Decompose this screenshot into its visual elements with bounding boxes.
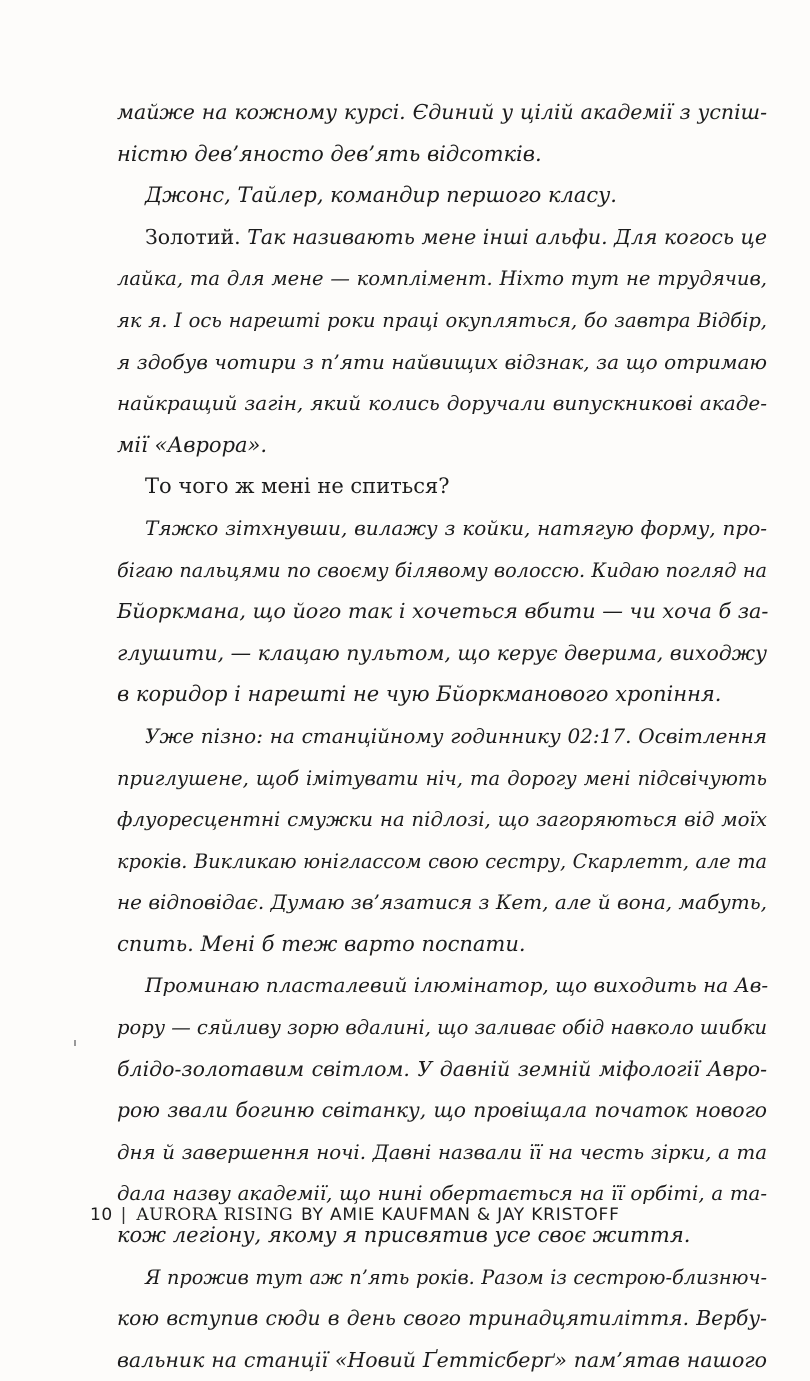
text-line — [117, 134, 767, 176]
page-footer — [90, 1199, 770, 1231]
text-line — [117, 674, 767, 716]
text-line — [117, 1257, 767, 1299]
text-line — [117, 1049, 767, 1091]
italic-text: ністю дев’яносто дев’ять відсотків. — [117, 141, 542, 166]
italic-text: бігаю пальцями по своєму білявому волоссю. Кидаю погляд на — [117, 558, 767, 582]
italic-text: кож легіону, якому я присвятив усе своє життя. — [117, 1223, 691, 1248]
margin-speck — [74, 1040, 76, 1046]
italic-text: кроків. Викликаю юніглассом свою сестру, Скарлетт, але та — [117, 849, 767, 873]
text-line — [117, 1090, 767, 1132]
italic-text: Проминаю пласталевий ілюмінатор, що виходить на Ав- — [145, 973, 769, 998]
text-line — [117, 300, 767, 342]
text-line — [117, 924, 767, 966]
italic-text: дала назву академії, що нині обертається на її орбіті, а та- — [117, 1182, 767, 1206]
book-authors: BY AMIE KAUFMAN & JAY KRISTOFF — [301, 1205, 620, 1225]
italic-text: я здобув чотири з п’яти найвищих відзнак, за що отримаю — [117, 349, 767, 374]
text-line — [117, 1007, 767, 1049]
italic-text: вальник на станції «Новий Ґеттісберґ» пам’ятав нашого — [117, 1347, 767, 1372]
text-line — [117, 882, 767, 924]
series-title: AURORA RISING — [136, 1205, 294, 1225]
text-line — [117, 716, 767, 758]
text-line — [117, 508, 767, 550]
italic-text: рору — сяйливу зорю вдалині, що заливає обід навколо шибки — [117, 1016, 768, 1040]
italic-text: Так називають мене інші альфи. Для когось це — [240, 224, 767, 249]
italic-text: не відповідає. Думаю зв’язатися з Кет, але й вона, мабуть, — [117, 890, 767, 915]
text-line — [117, 92, 767, 134]
italic-text: мії «Аврора». — [117, 432, 268, 457]
text-line — [117, 383, 767, 425]
text-line — [117, 758, 767, 800]
italic-text: Уже пізно: на станційному годиннику 02:17. Освітлення — [145, 723, 767, 748]
text-line — [117, 1132, 767, 1174]
italic-text: спить. Мені б теж варто поспати. — [117, 931, 526, 956]
body-text — [117, 92, 767, 1381]
italic-text: в коридор і нарешті не чую Бйоркманового хропіння. — [117, 682, 722, 707]
text-line — [117, 217, 767, 259]
italic-text: Джонс, Тайлер, командир першого класу. — [145, 183, 617, 208]
upright-text: Золотий. — [145, 224, 241, 249]
text-line — [117, 633, 767, 675]
italic-text: приглушене, щоб імітувати ніч, та дорогу мені підсвічують — [117, 766, 767, 790]
text-line — [117, 466, 767, 508]
text-line — [117, 175, 767, 217]
text-line — [117, 1298, 767, 1340]
italic-text: як я. І ось нарешті роки праці окупляться, бо завтра Відбір, — [117, 308, 767, 332]
italic-text: блідо-золотавим світлом. У давній земній міфології Авро- — [117, 1056, 767, 1081]
italic-text: Я прожив тут аж п’ять років. Разом із сестрою-близнюч- — [145, 1265, 767, 1289]
text-line — [117, 591, 767, 633]
italic-text: Бйоркмана, що його так і хочеться вбити — чи хоча б за- — [117, 599, 769, 624]
text-line — [117, 841, 767, 883]
italic-text: флуоресцентні смужки на підлозі, що загоряються від моїх — [117, 808, 767, 832]
upright-text: То чого ж мені не спиться? — [145, 474, 450, 499]
text-line — [117, 258, 767, 300]
text-line — [117, 965, 767, 1007]
italic-text: майже на кожному курсі. Єдиний у цілій академії з успіш- — [117, 100, 767, 124]
italic-text: дня й завершення ночі. Давні назвали її на честь зірки, а та — [117, 1140, 767, 1164]
text-line — [117, 799, 767, 841]
italic-text: найкращий загін, який колись доручали випускникові акаде- — [117, 391, 767, 416]
italic-text: кою вступив сюди в день свого тринадцятиліття. Вербу- — [117, 1306, 767, 1331]
italic-text: Тяжко зітхнувши, вилажу з койки, натягую форму, про- — [145, 515, 767, 540]
text-line — [117, 1340, 767, 1381]
footer-separator: | — [120, 1205, 127, 1225]
text-line — [117, 550, 767, 592]
text-line — [117, 342, 767, 384]
italic-text: лайка, та для мене — комплімент. Ніхто тут не трудячив, — [117, 267, 767, 291]
page-number: 10 — [90, 1205, 113, 1225]
italic-text: глушити, — клацаю пультом, що керує дверима, виходжу — [117, 640, 767, 665]
text-line — [117, 425, 767, 467]
italic-text: рою звали богиню світанку, що провіщала початок нового — [117, 1098, 767, 1123]
